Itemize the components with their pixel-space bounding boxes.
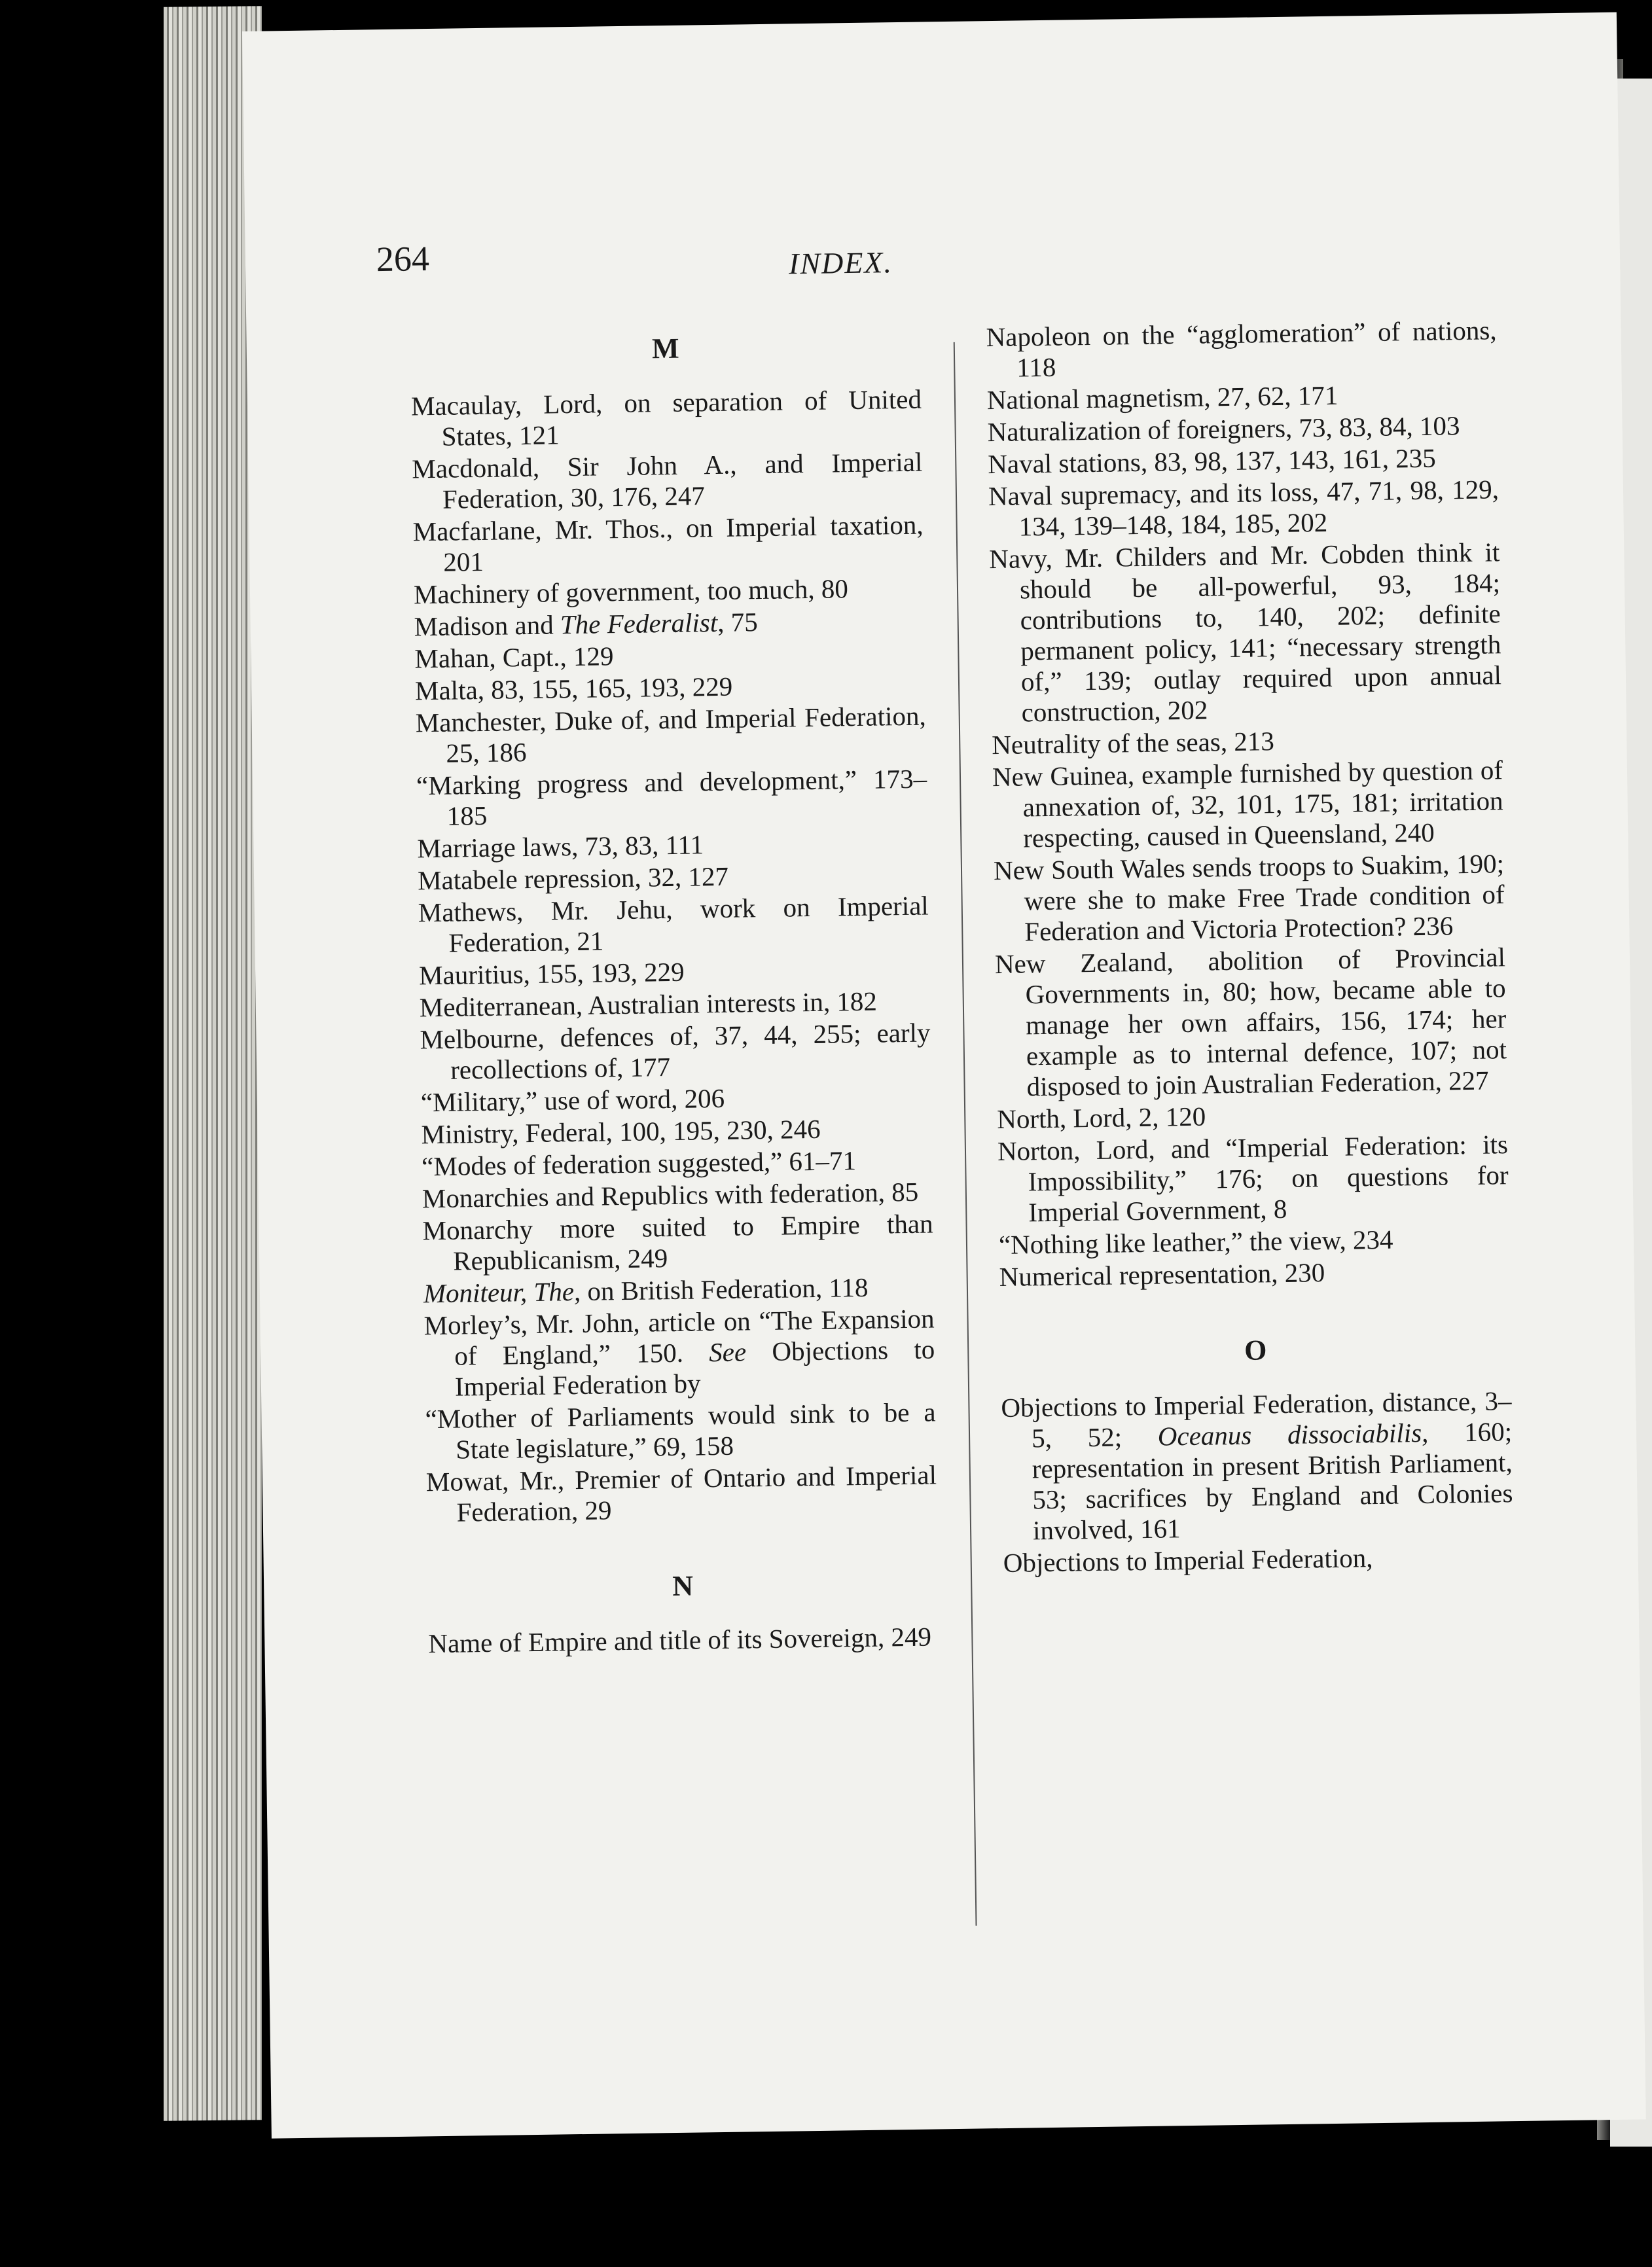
section-letter: O bbox=[1244, 1334, 1267, 1366]
index-entry: North, Lord, 2, 120 bbox=[996, 1101, 1206, 1135]
index-entry: Macfarlane, Mr. Thos., on Imperial taxation, 201 bbox=[412, 509, 924, 577]
index-entry: Macaulay, Lord, on separation of United States, 121 bbox=[410, 384, 922, 452]
index-entry: Naval supremacy, and its loss, 47, 71, 98, 129, 134, 139–148, 184, 185, 202 bbox=[988, 474, 1499, 542]
index-entry: Machinery of government, too much, 80 bbox=[413, 573, 849, 610]
section-letter: M bbox=[651, 332, 679, 365]
index-entry bbox=[414, 605, 925, 643]
index-entry: Neutrality of the seas, 213 bbox=[992, 726, 1275, 760]
index-entry: Monarchies and Republics with federation, 85 bbox=[422, 1176, 919, 1214]
index-entry: Malta, 83, 155, 165, 193, 229 bbox=[414, 671, 733, 706]
index-entry: Name of Empire and title of its Sovereign, 249 bbox=[428, 1621, 932, 1659]
index-entry: Naturalization of foreigners, 73, 83, 84, 103 bbox=[987, 410, 1460, 448]
index-entry bbox=[423, 1271, 935, 1309]
index-entry: “Modes of federation suggested,” 61–71 bbox=[421, 1145, 857, 1182]
index-entry: Melbourne, defences of, 37, 44, 255; early recollections of, 177 bbox=[420, 1017, 931, 1085]
running-head: INDEX. bbox=[788, 245, 893, 281]
entry-text: , 75 bbox=[717, 607, 758, 637]
entry-text: Objections to Imperial Federation by bbox=[454, 1334, 935, 1402]
index-entry: “Military,” use of word, 206 bbox=[420, 1082, 725, 1118]
column-rule bbox=[954, 342, 977, 1926]
index-entry: Marriage laws, 73, 83, 111 bbox=[417, 829, 704, 864]
index-entry: New South Wales sends troops to Suakim, 190; were she to make Free Trade condition of Federation and Victoria Protection? 236 bbox=[993, 848, 1505, 947]
italic-text: Moniteur, The, bbox=[423, 1276, 581, 1309]
index-entry: Mowat, Mr., Premier of Ontario and Imperial Federation, 29 bbox=[425, 1459, 937, 1527]
index-entry: Mauritius, 155, 193, 229 bbox=[418, 956, 685, 991]
index-entry: Norton, Lord, and “Imperial Federation: its Impossibility,” 176; on questions for Imperial Government, 8 bbox=[997, 1129, 1509, 1228]
index-entry bbox=[423, 1303, 935, 1402]
index-entry: Numerical representation, 230 bbox=[999, 1257, 1325, 1293]
entry-text: Objections to Imperial Federation, distance, 3–5, 52; bbox=[1001, 1385, 1512, 1454]
index-column-right bbox=[986, 315, 1514, 1580]
entry-text: on British Federation, 118 bbox=[580, 1272, 869, 1306]
index-entry: Mathews, Mr. Jehu, work on Imperial Federation, 21 bbox=[418, 890, 929, 958]
page-number: 264 bbox=[376, 239, 430, 279]
index-entry: “Nothing like leather,” the view, 234 bbox=[998, 1224, 1393, 1260]
index-entry: New Guinea, example furnished by question of annexation of, 32, 101, 175, 181; irritation respecting, caused in Queensland, 240 bbox=[992, 755, 1503, 853]
italic-text: Oceanus dissociabilis, bbox=[1157, 1417, 1429, 1452]
entry-text: 160; representation in present British Parliament, 53; sacrifices by England and Colonies involved, 161 bbox=[1032, 1416, 1513, 1546]
index-entry: Mahan, Capt., 129 bbox=[414, 641, 614, 674]
section-letter: N bbox=[672, 1569, 694, 1603]
index-entry: New Zealand, abolition of Provincial Governments in, 80; how, became able to manage her own affairs, 156, 174; her example as to internal defence, 107; not disposed to join Australian Federation, 227 bbox=[994, 942, 1507, 1102]
index-entry: “Marking progress and development,” 173–185 bbox=[416, 763, 927, 831]
index-entry: Manchester, Duke of, and Imperial Federation, 25, 186 bbox=[415, 700, 927, 768]
index-entry: Mediterranean, Australian interests in, 182 bbox=[419, 986, 878, 1023]
index-entry bbox=[1001, 1385, 1513, 1546]
index-entry: Napoleon on the “agglomeration” of nations, 118 bbox=[986, 315, 1497, 383]
index-entry: National magnetism, 27, 62, 171 bbox=[986, 380, 1338, 416]
index-entry: Matabele repression, 32, 127 bbox=[417, 861, 729, 896]
book-page bbox=[242, 12, 1646, 2139]
index-entry: “Mother of Parliaments would sink to be a State legislature,” 69, 158 bbox=[425, 1397, 936, 1465]
index-entry: Macdonald, Sir John A., and Imperial Federation, 30, 176, 247 bbox=[412, 446, 923, 514]
page-content bbox=[376, 210, 1533, 2025]
entry-text: Morley’s, Mr. John, article on “The Expansion of England,” 150. bbox=[423, 1303, 935, 1371]
index-entry: Naval stations, 83, 98, 137, 143, 161, 235 bbox=[988, 442, 1437, 480]
italic-text: See bbox=[708, 1336, 747, 1368]
index-entry: Navy, Mr. Childers and Mr. Cobden think it should be all-powerful, 93, 184; contributions to, 140, 202; definite permanent policy, 141; “necessary strength of,” 139; outlay required upon annual construction, 202 bbox=[989, 537, 1502, 728]
italic-text: The Federalist bbox=[560, 607, 718, 640]
index-entry: Ministry, Federal, 100, 195, 230, 246 bbox=[421, 1113, 821, 1150]
index-entry: Monarchy more suited to Empire than Republicanism, 249 bbox=[422, 1208, 933, 1276]
entry-text: Madison and bbox=[414, 609, 561, 642]
index-entry: Objections to Imperial Federation, bbox=[1003, 1543, 1373, 1578]
index-column-left bbox=[410, 323, 939, 1661]
